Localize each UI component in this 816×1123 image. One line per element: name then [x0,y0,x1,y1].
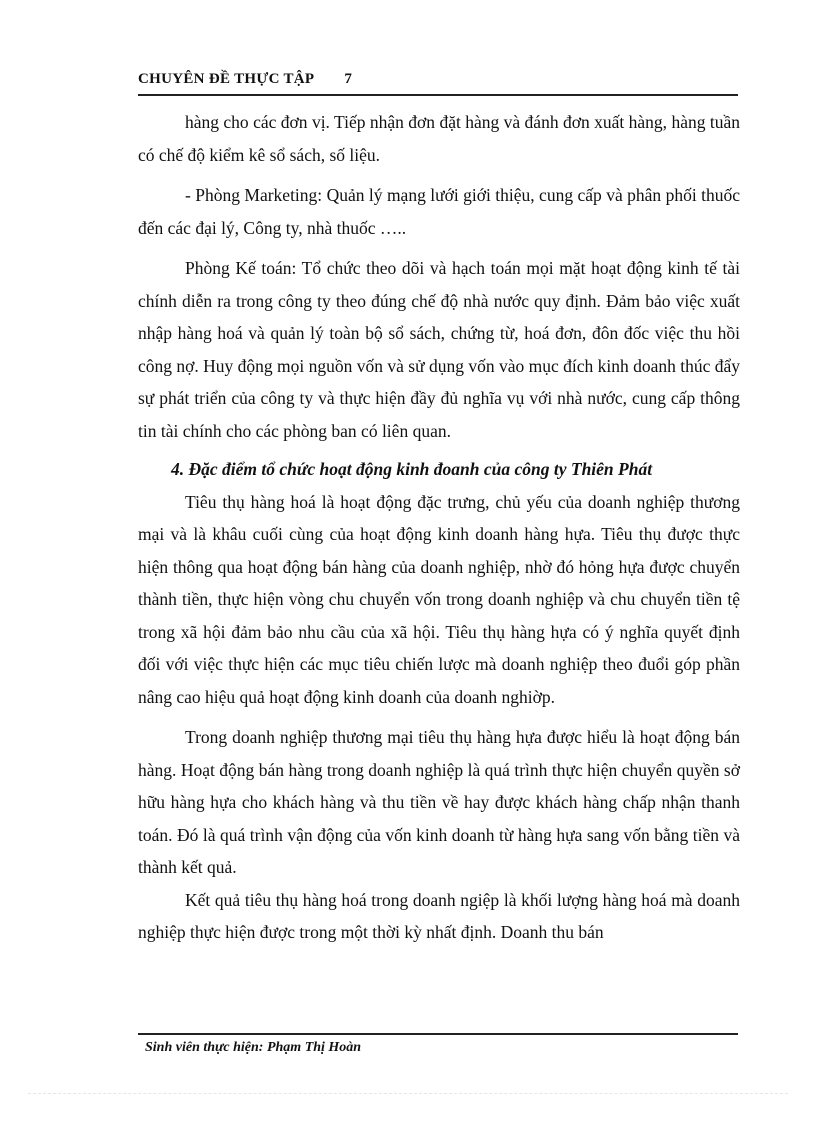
paragraph: Tiêu thụ hàng hoá là hoạt động đặc trưng, chủ yếu của doanh nghiệp thương mại và là khâu cuối cùng của hoạt động kinh doanh hàng hựa. Tiêu thụ được thực hiện thông qua hoạt động bán hàng của doanh nghiệp, nhờ đó hỏng hựa được chuyển thành tiền, thực hiện vòng chu chuyển vốn trong doanh nghiệp và chu chuyển tiền tệ trong xã hội đảm bảo nhu cầu của xã hội. Tiêu thụ hàng hựa có ý nghĩa quyết định đối với việc thực hiện các mục tiêu chiến lược mà doanh nghiệp theo đuổi góp phần nâng cao hiệu quả hoạt động kinh doanh của doanh nghiờp. [138,491,740,707]
paragraph: Kết quả tiêu thụ hàng hoá trong doanh ngiệp là khối lượng hàng hoá mà doanh nghiệp thực hiện được trong một thời kỳ nhất định. Doanh thu bán [138,889,740,942]
section-heading: 4. Đặc điểm tổ chức hoạt động kinh đoanh của công ty Thiên Phát [171,459,653,479]
paragraph: hàng cho các đơn vị. Tiếp nhận đơn đặt hàng và đánh đơn xuất hàng, hàng tuần có chế độ kiểm kê sổ sách, số liệu. [138,112,740,165]
page-number: 7 [344,71,352,87]
page-header [138,70,738,96]
header-title: CHUYÊN ĐỀ THỰC TẬP [138,71,315,87]
paragraph: Phòng Kế toán: Tổ chức theo dõi và hạch toán mọi mặt hoạt động kinh tế tài chính diễn ra trong công ty theo đúng chế độ nhà nước quy định. Đảm bảo việc xuất nhập hàng hoá và quản lý toàn bộ sổ sách, chứng từ, hoá đơn, đôn đốc việc thu hồi công nợ. Huy động mọi nguồn vốn và sử dụng vốn vào mục đích kinh doanh thúc đẩy sự phát triển của công ty và thực hiện đầy đủ nghĩa vụ với nhà nước, cung cấp thông tin tài chính cho các phòng ban có liên quan. [138,258,740,441]
footer-divider [138,1033,738,1035]
paragraph: Trong doanh nghiệp thương mại tiêu thụ hàng hựa được hiểu là hoạt động bán hàng. Hoạt động bán hàng trong doanh nghiệp là quá trình thực hiện chuyển quyền sở hữu hàng hựa cho khách hàng và thu tiền về hay được khách hàng chấp nhận thanh toán. Đó là quá trình vận động của vốn kinh doanh từ hàng hựa sang vốn bằng tiền và thành kết quả. [138,727,740,877]
page-edge-divider [28,1093,788,1094]
paragraph: - Phòng Marketing: Quản lý mạng lưới giới thiệu, cung cấp và phân phối thuốc đến các đại lý, Công ty, nhà thuốc ….. [138,185,740,238]
document-body [138,106,740,949]
footer-student: Sinh viên thực hiện: Phạm Thị Hoàn [145,1040,362,1055]
